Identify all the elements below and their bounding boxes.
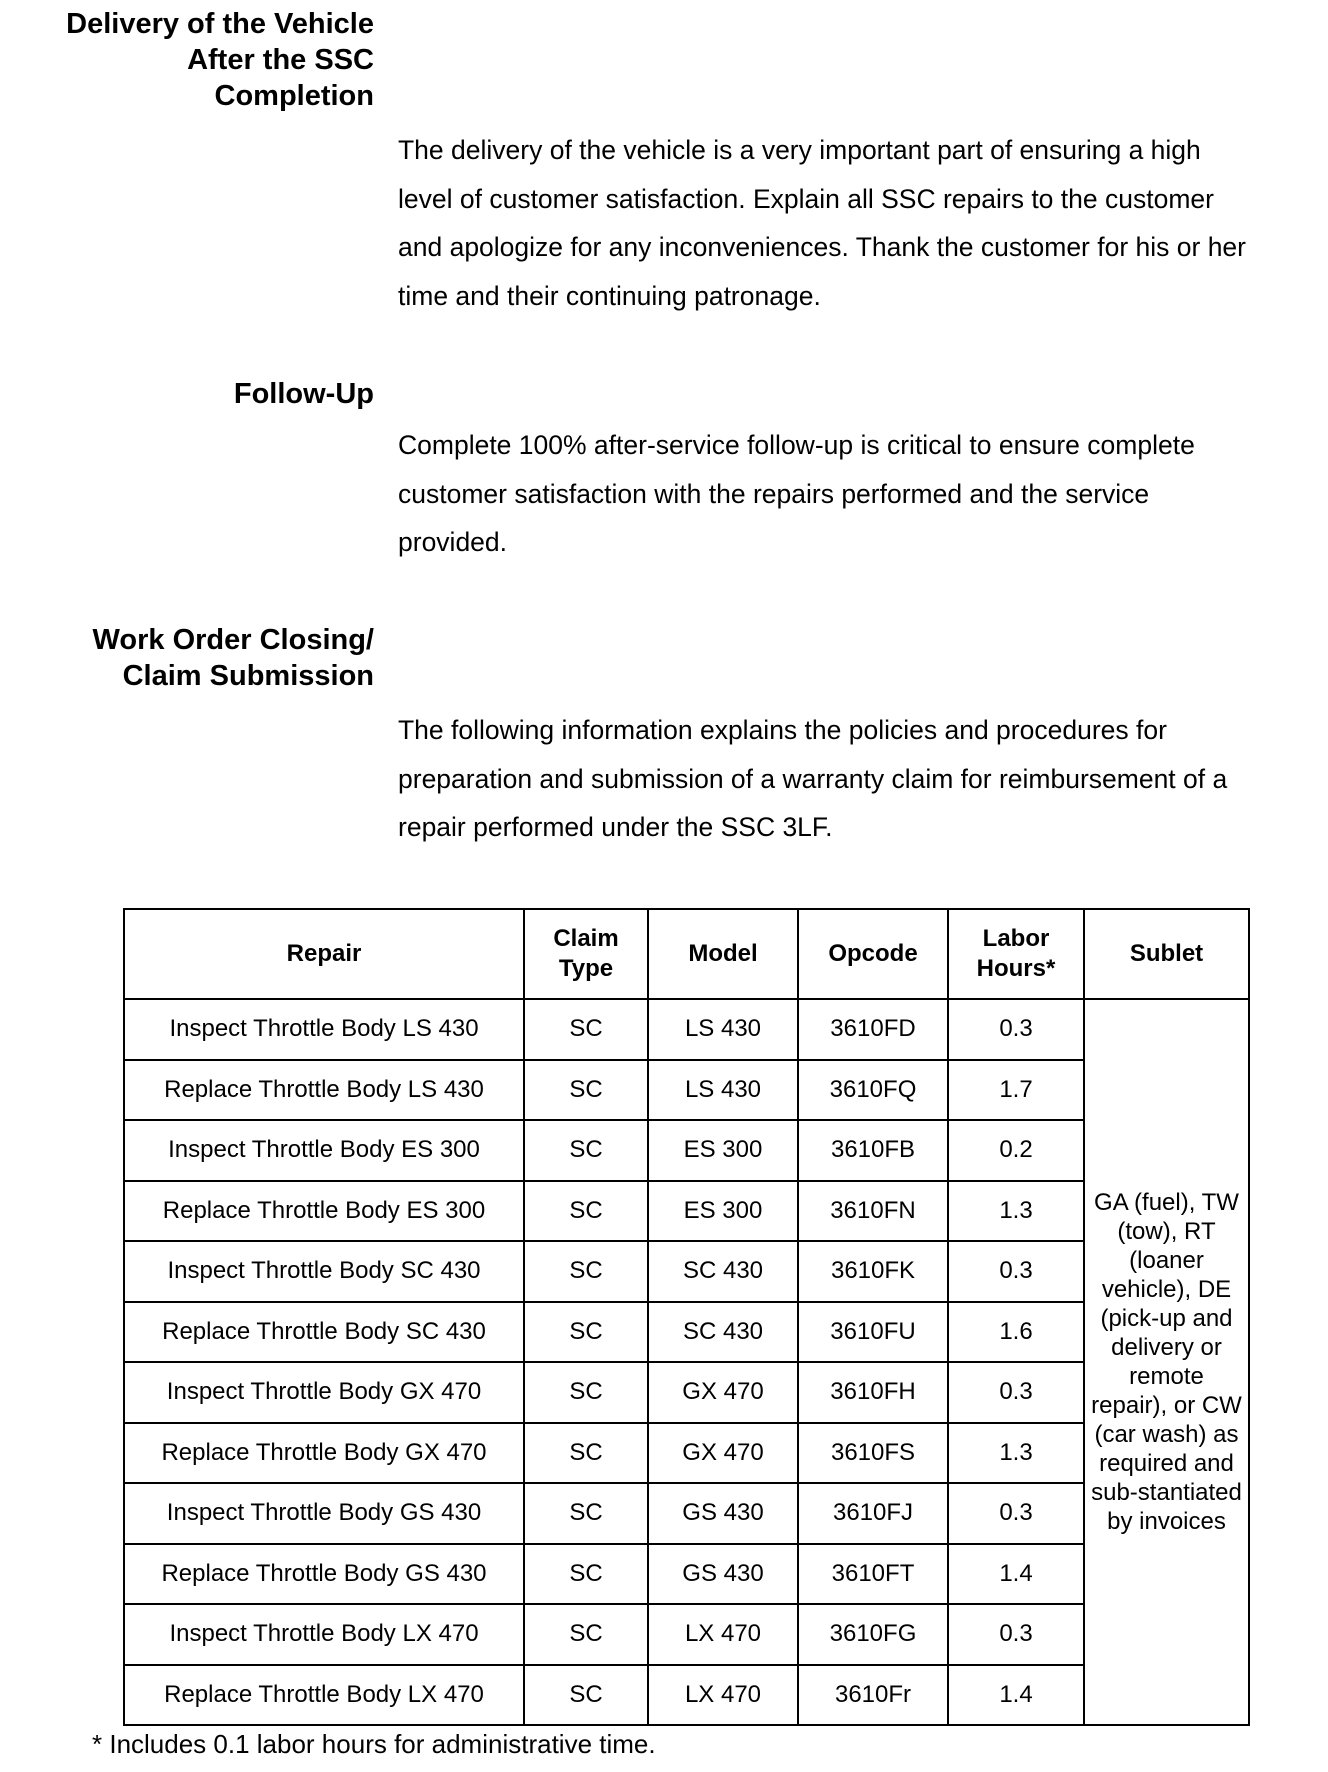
labor-hours-cell: 0.2 bbox=[948, 1120, 1084, 1181]
repair-cell: Replace Throttle Body GS 430 bbox=[124, 1544, 524, 1605]
opcode-cell: 3610FH bbox=[798, 1362, 948, 1423]
repair-cell: Inspect Throttle Body ES 300 bbox=[124, 1120, 524, 1181]
table-footnote: * Includes 0.1 labor hours for administrative time. bbox=[92, 1729, 656, 1759]
repair-cell: Replace Throttle Body SC 430 bbox=[124, 1302, 524, 1363]
labor-hours-cell: 1.6 bbox=[948, 1302, 1084, 1363]
model-cell: SC 430 bbox=[648, 1241, 798, 1302]
table-header-row bbox=[124, 909, 1249, 999]
table-row bbox=[124, 1241, 1249, 1302]
table-row bbox=[124, 1483, 1249, 1544]
labor-hours-cell: 1.4 bbox=[948, 1665, 1084, 1726]
table-row bbox=[124, 1060, 1249, 1121]
model-cell: LX 470 bbox=[648, 1665, 798, 1726]
repair-cell: Inspect Throttle Body GS 430 bbox=[124, 1483, 524, 1544]
claim-type-cell: SC bbox=[524, 1302, 648, 1363]
opcode-cell: 3610FB bbox=[798, 1120, 948, 1181]
opcode-cell: 3610FN bbox=[798, 1181, 948, 1242]
model-cell: ES 300 bbox=[648, 1120, 798, 1181]
table-row bbox=[124, 1544, 1249, 1605]
table-row bbox=[124, 1181, 1249, 1242]
opcode-cell: 3610FQ bbox=[798, 1060, 948, 1121]
table-row bbox=[124, 1423, 1249, 1484]
header-claim-type: Claim Type bbox=[524, 909, 648, 999]
table-row bbox=[124, 1665, 1249, 1726]
opcode-cell: 3610FD bbox=[798, 999, 948, 1060]
section-paragraph-follow-up: Complete 100% after-service follow-up is critical to ensure complete customer satisfaction with the repairs performed and the service provided. bbox=[398, 430, 1195, 557]
labor-hours-cell: 1.4 bbox=[948, 1544, 1084, 1605]
model-cell: LS 430 bbox=[648, 999, 798, 1060]
sublet-cell: GA (fuel), TW (tow), RT (loaner vehicle), DE (pick-up and delivery or remote repair), or CW (car wash) as required and sub-stantiated by invoices bbox=[1084, 999, 1249, 1725]
header-labor-hours: Labor Hours* bbox=[948, 909, 1084, 999]
labor-hours-cell: 0.3 bbox=[948, 1362, 1084, 1423]
labor-hours-cell: 0.3 bbox=[948, 1483, 1084, 1544]
labor-hours-cell: 1.3 bbox=[948, 1423, 1084, 1484]
claim-type-cell: SC bbox=[524, 1120, 648, 1181]
labor-hours-cell: 1.3 bbox=[948, 1181, 1084, 1242]
claim-type-cell: SC bbox=[524, 1362, 648, 1423]
opcode-cell: 3610FK bbox=[798, 1241, 948, 1302]
table-row bbox=[124, 1362, 1249, 1423]
repair-cell: Inspect Throttle Body LX 470 bbox=[124, 1604, 524, 1665]
claims-table bbox=[123, 908, 1250, 1726]
opcode-cell: 3610Fr bbox=[798, 1665, 948, 1726]
section-paragraph-delivery: The delivery of the vehicle is a very important part of ensuring a high level of customer satisfaction. Explain all SSC repairs to the customer and apologize for any inconveniences. Thank the customer for his or her time and their continuing patronage. bbox=[398, 135, 1246, 311]
repair-cell: Inspect Throttle Body LS 430 bbox=[124, 999, 524, 1060]
claim-type-cell: SC bbox=[524, 1060, 648, 1121]
claim-type-cell: SC bbox=[524, 1544, 648, 1605]
model-cell: SC 430 bbox=[648, 1302, 798, 1363]
model-cell: ES 300 bbox=[648, 1181, 798, 1242]
labor-hours-cell: 0.3 bbox=[948, 1604, 1084, 1665]
header-opcode: Opcode bbox=[798, 909, 948, 999]
table-row bbox=[124, 1604, 1249, 1665]
opcode-cell: 3610FT bbox=[798, 1544, 948, 1605]
repair-cell: Replace Throttle Body ES 300 bbox=[124, 1181, 524, 1242]
opcode-cell: 3610FU bbox=[798, 1302, 948, 1363]
labor-hours-cell: 1.7 bbox=[948, 1060, 1084, 1121]
opcode-cell: 3610FG bbox=[798, 1604, 948, 1665]
header-repair: Repair bbox=[124, 909, 524, 999]
repair-cell: Inspect Throttle Body SC 430 bbox=[124, 1241, 524, 1302]
claim-type-cell: SC bbox=[524, 1241, 648, 1302]
claim-type-cell: SC bbox=[524, 999, 648, 1060]
claim-type-cell: SC bbox=[524, 1483, 648, 1544]
claim-type-cell: SC bbox=[524, 1665, 648, 1726]
labor-hours-cell: 0.3 bbox=[948, 1241, 1084, 1302]
repair-cell: Replace Throttle Body LS 430 bbox=[124, 1060, 524, 1121]
claim-type-cell: SC bbox=[524, 1604, 648, 1665]
opcode-cell: 3610FS bbox=[798, 1423, 948, 1484]
model-cell: LX 470 bbox=[648, 1604, 798, 1665]
repair-cell: Replace Throttle Body LX 470 bbox=[124, 1665, 524, 1726]
table-row bbox=[124, 1120, 1249, 1181]
header-model: Model bbox=[648, 909, 798, 999]
table-row bbox=[124, 1302, 1249, 1363]
section-heading-claim-submission: Work Order Closing/ Claim Submission bbox=[92, 624, 374, 692]
claim-type-cell: SC bbox=[524, 1181, 648, 1242]
header-sublet: Sublet bbox=[1084, 909, 1249, 999]
model-cell: GS 430 bbox=[648, 1544, 798, 1605]
model-cell: GX 470 bbox=[648, 1362, 798, 1423]
section-paragraph-claim-submission: The following information explains the policies and procedures for preparation and submission of a warranty claim for reimbursement of a repair performed under the SSC 3LF. bbox=[398, 715, 1228, 842]
opcode-cell: 3610FJ bbox=[798, 1483, 948, 1544]
model-cell: LS 430 bbox=[648, 1060, 798, 1121]
claim-type-cell: SC bbox=[524, 1423, 648, 1484]
repair-cell: Inspect Throttle Body GX 470 bbox=[124, 1362, 524, 1423]
model-cell: GX 470 bbox=[648, 1423, 798, 1484]
repair-cell: Replace Throttle Body GX 470 bbox=[124, 1423, 524, 1484]
labor-hours-cell: 0.3 bbox=[948, 999, 1084, 1060]
section-heading-delivery: Delivery of the Vehicle After the SSC Completion bbox=[66, 8, 374, 112]
table-row bbox=[124, 999, 1249, 1060]
model-cell: GS 430 bbox=[648, 1483, 798, 1544]
section-heading-follow-up: Follow-Up bbox=[233, 378, 374, 410]
